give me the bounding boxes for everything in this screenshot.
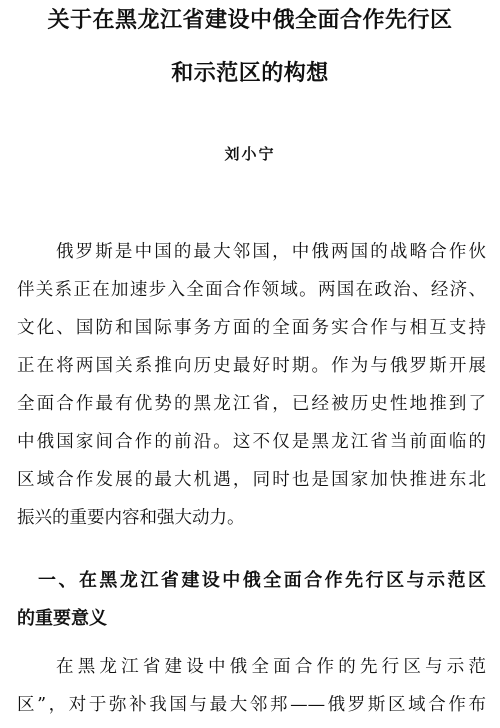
paragraph-1-line-5: 全面合作最有优势的黑龙江省，已经被历史性地推到了 (17, 394, 486, 414)
paragraph-1-line-7: 区域合作发展的最大机遇，同时也是国家加快推进东北 (17, 470, 486, 490)
section-1-heading-line-2: 的重要意义 (17, 608, 107, 629)
paragraph-2-line-1: 在黑龙江省建设中俄全面合作的先行区与示范 (56, 657, 486, 677)
paragraph-1-line-8: 振兴的重要内容和强大动力。 (17, 508, 245, 528)
paragraph-1-line-1: 俄罗斯是中国的最大邻国，中俄两国的战略合作伙 (56, 242, 486, 262)
title-line-2: 和示范区的构想 (171, 61, 329, 86)
paragraph-1-line-4: 正在将两国关系推向历史最好时期。作为与俄罗斯开展 (17, 356, 486, 376)
paragraph-2-line-2: 区”，对于弥补我国与最大邻邦——俄罗斯区域合作布 (17, 695, 486, 715)
section-1-heading-line-1: 一、在黑龙江省建设中俄全面合作先行区与示范区 (38, 570, 486, 591)
paragraph-1-line-6: 中俄国家间合作的前沿。这不仅是黑龙江省当前面临的 (17, 432, 486, 452)
author-name: 刘小宁 (224, 145, 276, 163)
title-line-1: 关于在黑龙江省建设中俄全面合作先行区 (47, 8, 453, 33)
paragraph-1-line-2: 伴关系正在加速步入全面合作领域。两国在政治、经济、 (17, 280, 486, 300)
paragraph-1-line-3: 文化、国防和国际事务方面的全面务实合作与相互支持 (17, 318, 486, 338)
